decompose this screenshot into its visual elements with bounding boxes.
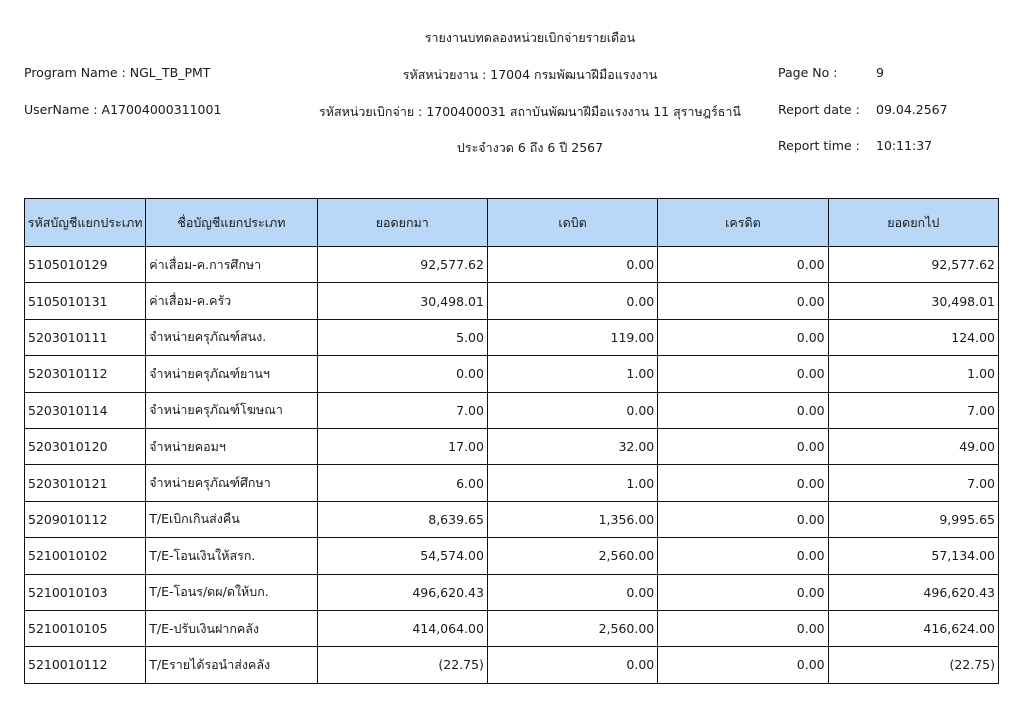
report-time-label: Report time :: [778, 138, 860, 153]
account-code: 5203010120: [25, 428, 146, 464]
opening-balance: 7.00: [317, 392, 487, 428]
report-title: รายงานบทดลองหน่วยเบิกจ่ายรายเดือน: [424, 30, 636, 45]
account-code: 5105010131: [25, 283, 146, 319]
account-code: 5210010102: [25, 538, 146, 574]
credit: 0.00: [658, 574, 828, 610]
account-code: 5210010103: [25, 574, 146, 610]
column-header-account-code: รหัสบัญชีแยกประเภท: [25, 199, 146, 247]
closing-balance: 9,995.65: [828, 501, 998, 537]
debit: 119.00: [487, 319, 657, 355]
debit: 0.00: [487, 283, 657, 319]
table-row: [25, 538, 999, 574]
opening-balance: 5.00: [317, 319, 487, 355]
opening-balance: 6.00: [317, 465, 487, 501]
credit: 0.00: [658, 610, 828, 646]
account-code: 5209010112: [25, 501, 146, 537]
credit: 0.00: [658, 319, 828, 355]
closing-balance: 7.00: [828, 392, 998, 428]
account-name: T/E-โอนเงินให้สรก.: [146, 538, 317, 574]
account-code: 5203010112: [25, 356, 146, 392]
table-row: [25, 610, 999, 646]
page-no-value: 9: [876, 65, 884, 80]
closing-balance: 7.00: [828, 465, 998, 501]
table-row: [25, 647, 999, 683]
table-header-row: [25, 199, 999, 247]
table-row: [25, 465, 999, 501]
account-code: 5203010111: [25, 319, 146, 355]
account-code: 5210010105: [25, 610, 146, 646]
account-code: 5105010129: [25, 247, 146, 283]
opening-balance: 30,498.01: [317, 283, 487, 319]
account-code: 5210010112: [25, 647, 146, 683]
closing-balance: 496,620.43: [828, 574, 998, 610]
debit: 2,560.00: [487, 610, 657, 646]
debit: 0.00: [487, 392, 657, 428]
opening-balance: 17.00: [317, 428, 487, 464]
account-name: ค่าเสื่อม-ค.การศึกษา: [146, 247, 317, 283]
debit: 2,560.00: [487, 538, 657, 574]
credit: 0.00: [658, 465, 828, 501]
account-name: T/E-โอนร/ดผ/ดให้บก.: [146, 574, 317, 610]
opening-balance: 0.00: [317, 356, 487, 392]
account-name: จำหน่ายครุภัณฑ์สนง.: [146, 319, 317, 355]
report-period: ประจำงวด 6 ถึง 6 ปี 2567: [456, 140, 604, 155]
table-row: [25, 501, 999, 537]
credit: 0.00: [658, 538, 828, 574]
report-date-value: 09.04.2567: [876, 102, 948, 117]
user-name: UserName : A17004000311001: [24, 102, 222, 117]
closing-balance: 1.00: [828, 356, 998, 392]
report-time-value: 10:11:37: [876, 138, 933, 153]
account-name: T/Eเบิกเกินส่งคืน: [146, 501, 317, 537]
column-header-account-name: ชื่อบัญชีแยกประเภท: [146, 199, 317, 247]
table-row: [25, 428, 999, 464]
closing-balance: 57,134.00: [828, 538, 998, 574]
closing-balance: 416,624.00: [828, 610, 998, 646]
debit: 0.00: [487, 574, 657, 610]
closing-balance: 124.00: [828, 319, 998, 355]
closing-balance: 30,498.01: [828, 283, 998, 319]
disbursing-unit: รหัสหน่วยเบิกจ่าย : 1700400031 สถาบันพัฒนาฝีมือแรงงาน 11 สุราษฎร์ธานี: [319, 104, 741, 119]
debit: 0.00: [487, 647, 657, 683]
program-name: Program Name : NGL_TB_PMT: [24, 65, 211, 80]
opening-balance: 496,620.43: [317, 574, 487, 610]
closing-balance: 92,577.62: [828, 247, 998, 283]
debit: 32.00: [487, 428, 657, 464]
opening-balance: 414,064.00: [317, 610, 487, 646]
account-name: จำหน่ายครุภัณฑ์ยานฯ: [146, 356, 317, 392]
account-name: T/Eรายได้รอนำส่งคลัง: [146, 647, 317, 683]
debit: 0.00: [487, 247, 657, 283]
account-name: T/E-ปรับเงินฝากคลัง: [146, 610, 317, 646]
account-name: จำหน่ายครุภัณฑ์ศึกษา: [146, 465, 317, 501]
debit: 1,356.00: [487, 501, 657, 537]
opening-balance: 8,639.65: [317, 501, 487, 537]
opening-balance: 92,577.62: [317, 247, 487, 283]
credit: 0.00: [658, 283, 828, 319]
credit: 0.00: [658, 392, 828, 428]
column-header-credit: เครดิต: [658, 199, 828, 247]
table-row: [25, 247, 999, 283]
table-row: [25, 356, 999, 392]
credit: 0.00: [658, 356, 828, 392]
credit: 0.00: [658, 428, 828, 464]
table-row: [25, 574, 999, 610]
column-header-closing-balance: ยอดยกไป: [828, 199, 998, 247]
opening-balance: 54,574.00: [317, 538, 487, 574]
page-no-label: Page No :: [778, 65, 838, 80]
debit: 1.00: [487, 465, 657, 501]
agency-code: รหัสหน่วยงาน : 17004 กรมพัฒนาฝีมือแรงงาน: [402, 67, 658, 82]
account-name: ค่าเสื่อม-ค.ครัว: [146, 283, 317, 319]
account-code: 5203010114: [25, 392, 146, 428]
closing-balance: (22.75): [828, 647, 998, 683]
account-name: จำหน่ายครุภัณฑ์โฆษณา: [146, 392, 317, 428]
column-header-debit: เดบิต: [487, 199, 657, 247]
opening-balance: (22.75): [317, 647, 487, 683]
credit: 0.00: [658, 501, 828, 537]
credit: 0.00: [658, 647, 828, 683]
closing-balance: 49.00: [828, 428, 998, 464]
table-row: [25, 392, 999, 428]
column-header-opening-balance: ยอดยกมา: [317, 199, 487, 247]
credit: 0.00: [658, 247, 828, 283]
report-date-label: Report date :: [778, 102, 860, 117]
table-row: [25, 283, 999, 319]
debit: 1.00: [487, 356, 657, 392]
account-code: 5203010121: [25, 465, 146, 501]
account-name: จำหน่ายคอมฯ: [146, 428, 317, 464]
table-row: [25, 319, 999, 355]
trial-balance-table: [24, 198, 999, 684]
